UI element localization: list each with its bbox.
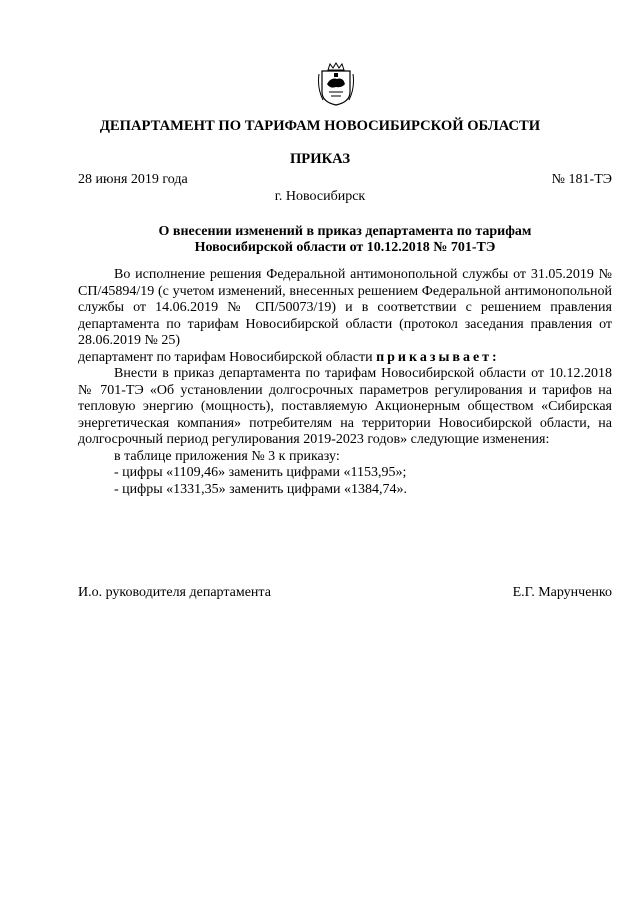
paragraph-orders: [78, 350, 612, 367]
subject-line-2: Новосибирской области от 10.12.2018 № 701-ТЭ: [194, 240, 496, 255]
list-item-change-1: - цифры «1109,46» заменить цифрами «1153,95»;: [114, 465, 407, 480]
orders-keyword: приказывает:: [376, 349, 500, 365]
signatory-position: И.о. руководителя департамента: [78, 585, 271, 600]
subject-line-1: О внесении изменений в приказ департамента по тарифам: [158, 224, 532, 239]
department-title: ДЕПАРТАМЕНТ ПО ТАРИФАМ НОВОСИБИРСКОЙ ОБЛАСТИ: [99, 118, 541, 134]
list-item-change-2: - цифры «1331,35» заменить цифрами «1384,74».: [114, 481, 408, 497]
document-body: [78, 267, 612, 498]
orders-lead: департамент по тарифам Новосибирской области: [78, 349, 373, 365]
paragraph-basis: Во исполнение решения Федеральной антимонопольной службы от 31.05.2019 № СП/45894/19 (с учетом изменений, внесенных решением Федеральной антимонопольной службы от 14.06.2019 № СП/50073/19) и в соответствии с решением правления департамента по тарифам Новосибирской области (протокол заседания правления от 28.06.2019 № 25): [78, 267, 612, 348]
paragraph-changes: Внести в приказ департамента по тарифам Новосибирской области от 10.12.2018 № 701-ТЭ «Об установлении долгосрочных параметров регулирования и тарифов на тепловую энергию (мощность), поставляемую Акционерным обществом «Сибирская энергетическая компания» потребителям на территории Новосибирской области, на долгосрочный период регулирования 2019-2023 годов» следующие изменения:: [78, 366, 612, 447]
document-number: № 181-ТЭ: [551, 172, 612, 187]
signatory-name: Е.Г. Марунченко: [512, 585, 612, 600]
document-type: ПРИКАЗ: [289, 151, 351, 167]
document-subject: [78, 224, 612, 256]
list-item-table: в таблице приложения № 3 к приказу:: [114, 448, 340, 464]
document-date: 28 июня 2019 года: [78, 172, 188, 187]
document-city: г. Новосибирск: [274, 189, 366, 204]
coat-of-arms-icon: [317, 62, 355, 106]
